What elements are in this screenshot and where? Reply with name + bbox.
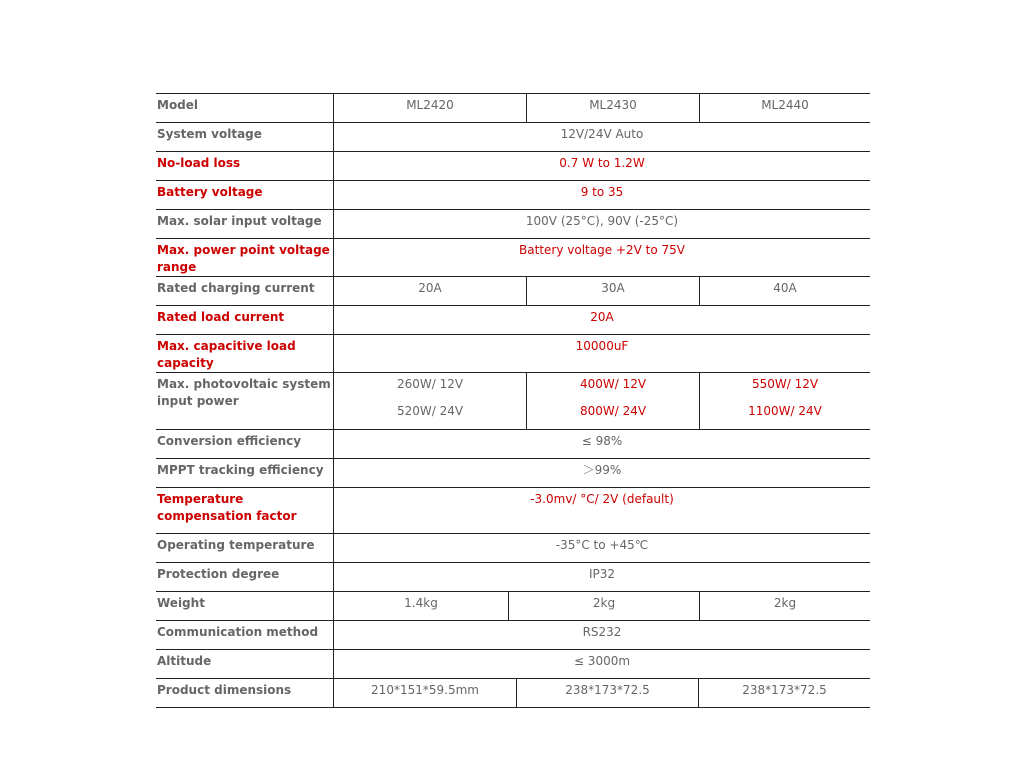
table-cell: 2kg: [699, 592, 870, 620]
table-row: [156, 151, 870, 180]
table-cell: ≤ 98%: [581, 434, 623, 448]
row-label: MPPT tracking efficiency: [156, 459, 334, 487]
table-row: [156, 533, 870, 562]
table-cell: RS232: [582, 625, 622, 639]
table-row: [156, 305, 870, 334]
table-cell: 30A: [526, 277, 699, 305]
row-label: Weight: [156, 592, 334, 620]
row-label: No-load loss: [156, 152, 334, 180]
row-label: Communication method: [156, 621, 334, 649]
table-row: [156, 276, 870, 305]
row-label: Conversion efficiency: [156, 430, 334, 458]
cell-line: 400W/ 12V: [579, 377, 647, 391]
row-label: System voltage: [156, 123, 334, 151]
table-cell: 10000uF: [575, 339, 629, 353]
table-cell: [699, 373, 870, 429]
table-row: [156, 487, 870, 533]
cell-line: 1100W/ 24V: [748, 404, 822, 418]
table-cell: 0.7 W to 1.2W: [559, 156, 645, 170]
table-cell: 238*173*72.5: [698, 679, 870, 707]
table-cell: ML2440: [699, 94, 870, 122]
table-row: [156, 649, 870, 678]
table-row: [156, 180, 870, 209]
table-cell: -3.0mv/ °C/ 2V (default): [530, 492, 674, 506]
table-cell: [334, 373, 526, 429]
table-cell: 20A: [590, 310, 614, 324]
table-row: [156, 93, 870, 122]
table-row: [156, 209, 870, 238]
table-cell: ≤ 3000m: [573, 654, 631, 668]
row-label: Model: [156, 94, 334, 122]
table-cell: 238*173*72.5: [516, 679, 698, 707]
row-label: Max. solar input voltage: [156, 210, 334, 238]
row-label: Altitude: [156, 650, 334, 678]
table-cell: [526, 373, 699, 429]
table-row: [156, 620, 870, 649]
row-label: Rated load current: [156, 306, 334, 334]
table-cell: Battery voltage +2V to 75V: [519, 243, 685, 257]
table-row: [156, 591, 870, 620]
row-label: Protection degree: [156, 563, 334, 591]
spec-table: [156, 93, 870, 708]
table-cell: ML2420: [406, 98, 454, 112]
table-cell: 9 to 35: [580, 185, 624, 199]
table-row: [156, 122, 870, 151]
table-row: [156, 429, 870, 458]
table-cell: IP32: [588, 567, 616, 581]
row-label: Max. photovoltaic system input power: [156, 373, 334, 429]
table-cell: 210*151*59.5mm: [371, 683, 479, 697]
table-cell: 40A: [699, 277, 870, 305]
row-label: Rated charging current: [156, 277, 334, 305]
row-label: Battery voltage: [156, 181, 334, 209]
cell-line: 800W/ 24V: [579, 404, 647, 418]
row-label: Temperature compensation factor: [156, 488, 334, 533]
row-label: Max. power point voltage range: [156, 239, 334, 276]
table-cell: -35°C to +45℃: [555, 538, 649, 552]
table-cell: 20A: [418, 281, 442, 295]
table-cell: ML2430: [526, 94, 699, 122]
table-row: [156, 562, 870, 591]
row-label: Operating temperature: [156, 534, 334, 562]
cell-line: 550W/ 12V: [751, 377, 819, 391]
table-cell: 100V (25°C), 90V (-25°C): [525, 214, 679, 228]
cell-line: 260W/ 12V: [396, 377, 464, 391]
table-cell: ＞99%: [582, 463, 622, 477]
table-cell: 12V/24V Auto: [560, 127, 644, 141]
table-cell: 2kg: [508, 592, 699, 620]
table-row: [156, 238, 870, 276]
row-label: Product dimensions: [156, 679, 334, 707]
table-row: [156, 678, 870, 708]
cell-line: 520W/ 24V: [396, 404, 464, 418]
row-label: Max. capacitive load capacity: [156, 335, 334, 372]
table-row: [156, 458, 870, 487]
table-cell: 1.4kg: [404, 596, 438, 610]
table-row: [156, 334, 870, 372]
table-row: [156, 372, 870, 429]
